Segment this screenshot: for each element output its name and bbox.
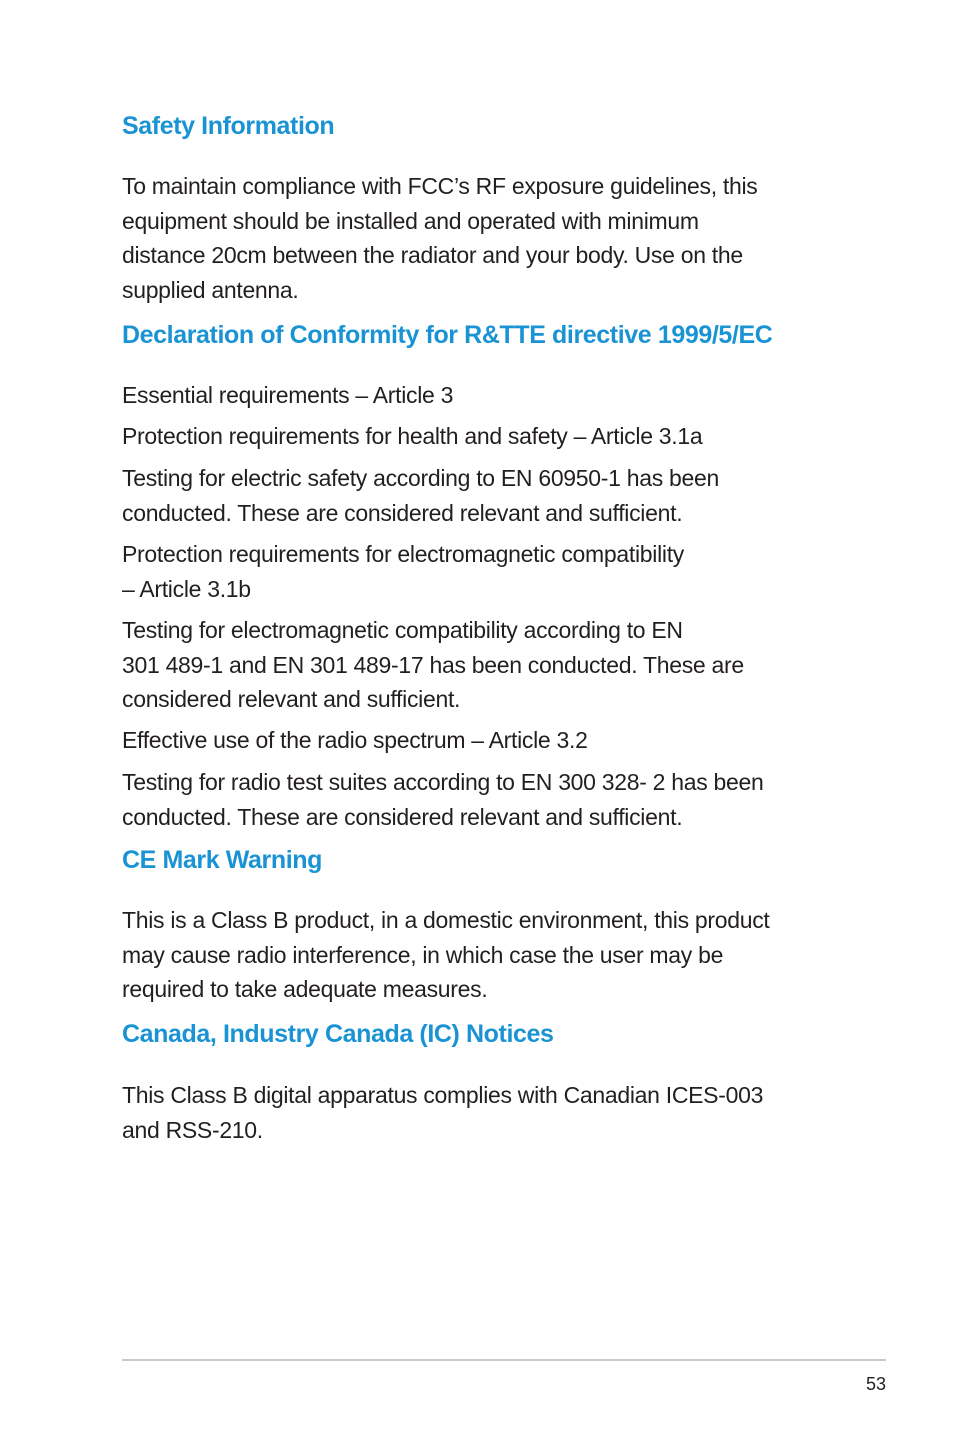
document-page [122, 0, 886, 1438]
radio-testing-text: Testing for radio test suites according to EN 300 328- 2 has been conducted. These are considered relevant and sufficient. [122, 769, 764, 830]
safety-information-text: To maintain compliance with FCC’s RF exposure guidelines, this equipment should be installed and operated with minimum distance 20cm between the radiator and your body. Use on the supplied antenna. [122, 173, 758, 303]
radio-spectrum-text: Effective use of the radio spectrum – Article 3.2 [122, 727, 588, 753]
essential-requirements-text: Essential requirements – Article 3 [122, 382, 454, 408]
electric-safety-testing-text: Testing for electric safety according to EN 60950-1 has been conducted. These are considered relevant and sufficient. [122, 465, 719, 526]
health-safety-requirements-text: Protection requirements for health and safety – Article 3.1a [122, 423, 703, 449]
ce-mark-warning-heading: CE Mark Warning [122, 846, 323, 874]
canada-ic-notices-heading: Canada, Industry Canada (IC) Notices [122, 1020, 554, 1048]
safety-information-heading: Safety Information [122, 112, 335, 140]
emc-requirements-text: Protection requirements for electromagnetic compatibility – Article 3.1b [122, 541, 684, 602]
declaration-of-conformity-heading: Declaration of Conformity for R&TTE directive 1999/5/EC [122, 321, 773, 349]
page-number: 53 [865, 1374, 886, 1394]
emc-testing-text: Testing for electromagnetic compatibility according to EN 301 489-1 and EN 301 489-17 has been conducted. These are considered relevant and sufficient. [122, 617, 744, 712]
canada-ic-notices-text: This Class B digital apparatus complies with Canadian ICES-003 and RSS-210. [122, 1082, 764, 1143]
ce-mark-warning-text: This is a Class B product, in a domestic environment, this product may cause radio interference, in which case the user may be required to take adequate measures. [122, 907, 770, 1002]
footer-divider [122, 1359, 886, 1361]
